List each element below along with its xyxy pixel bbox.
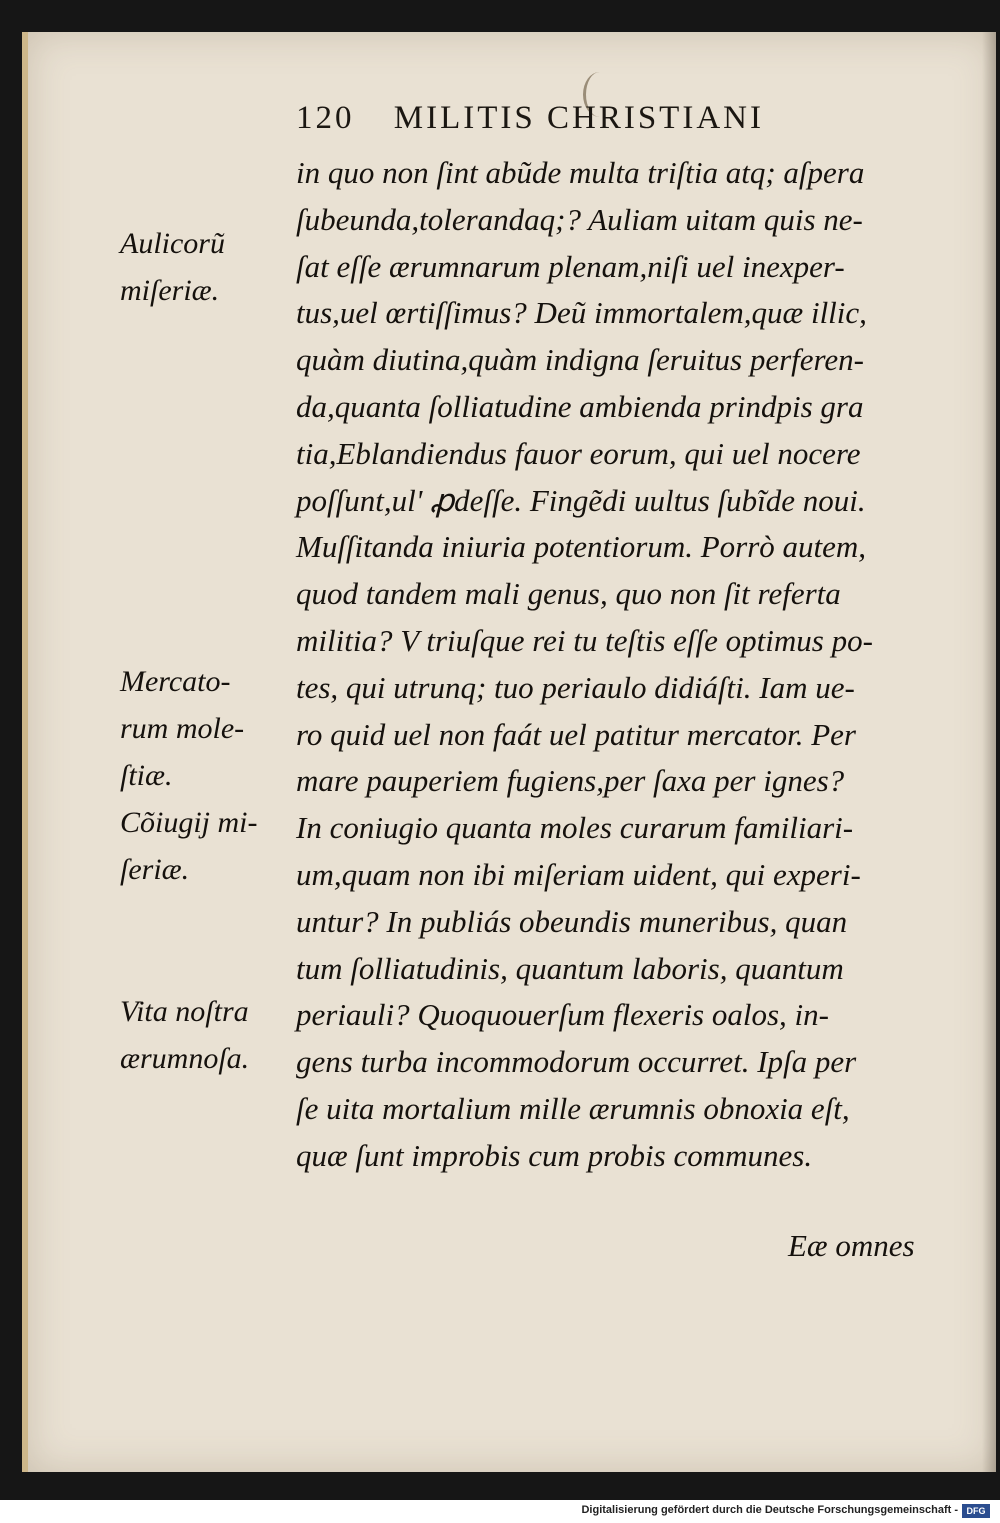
text-line: tum ſolliatudinis, quantum laboris, quantum xyxy=(296,950,844,986)
text-line: periauli? Quoquouerſum flexeris oalos, in- xyxy=(296,997,829,1033)
text-line: ſat eſſe ærumnarum plenam,niſi uel inexper- xyxy=(296,248,845,284)
text-line: ſubeunda,tolerandaq;? Auliam uitam quis ne- xyxy=(296,201,863,237)
page-header xyxy=(296,100,936,146)
text-line: da,quanta ſolliatudine ambienda prindpis gra xyxy=(296,388,864,424)
text-line: quàm diutina,quàm indigna ſeruitus perferen- xyxy=(296,342,865,378)
text-line: gens turba incommodorum occurret. Ipſa per xyxy=(296,1044,857,1080)
margin-note-line: ærumnoſa. xyxy=(120,1041,250,1075)
text-line: ro quid uel non faát uel patitur mercator. Per xyxy=(296,716,856,752)
page-number: 120 xyxy=(296,100,355,136)
margin-note-mercatorum xyxy=(120,659,290,799)
text-line: militia? V triuſque rei tu teſtis eſſe optimus po- xyxy=(296,622,873,658)
margin-note-line: Mercato- xyxy=(120,665,231,698)
text-line: tes, qui utrunq; tuo periaulo didiáſti. Iam ue- xyxy=(296,669,855,705)
text-line: um,quam non ibi miſeriam uident, qui experi- xyxy=(296,856,861,892)
margin-note-line: Vita noſtra xyxy=(120,995,249,1028)
margin-note-aulicorum xyxy=(120,221,290,315)
text-line: Muſſitanda iniuria potentiorum. Porrò autem, xyxy=(296,529,867,565)
text-line: tia,Eblandiendus fauor eorum, qui uel nocere xyxy=(296,435,861,471)
text-line: quæ ſunt improbis cum probis communes. xyxy=(296,1137,813,1173)
margin-note-line: rum mole- xyxy=(120,711,245,745)
text-line: tus,uel œrtiſſimus? Deũ immortalem,quæ illic, xyxy=(296,295,867,331)
margin-note-line: Cõiugij mi- xyxy=(120,806,258,839)
text-line: quod tandem mali genus, quo non ſit referta xyxy=(296,576,841,612)
text-line: ſe uita mortalium mille ærumnis obnoxia eſt, xyxy=(296,1090,850,1126)
margin-note-vita xyxy=(120,989,290,1083)
footer-bar xyxy=(0,1500,1000,1523)
dfg-logo: DFG xyxy=(962,1504,990,1518)
running-head: MILITIS CHRISTIANI xyxy=(393,100,764,136)
margin-note-coniugii xyxy=(120,800,290,894)
text-line: In coniugio quanta moles curarum familiari- xyxy=(296,810,854,846)
margin-note-line: Aulicorũ xyxy=(120,227,225,260)
text-line: poſſunt,ul' ꝓdeſſe. Fingẽdi uultus ſubĩde noui. xyxy=(296,482,866,518)
funding-credit: Digitalisierung gefördert durch die Deutsche Forschungsgemeinschaft - xyxy=(581,1504,958,1516)
body-text xyxy=(296,150,944,1180)
margin-note-line: ſeriæ. xyxy=(120,852,190,886)
catchword: Eæ omnes xyxy=(788,1228,915,1263)
page-edge-shadow xyxy=(982,32,996,1472)
margin-note-line: miſeriæ. xyxy=(120,273,220,307)
text-line: untur? In publiás obeundis muneribus, quan xyxy=(296,903,848,939)
margin-note-line: ſtiæ. xyxy=(120,758,173,792)
text-line: mare pauperiem fugiens,per ſaxa per ignes? xyxy=(296,763,845,799)
text-line: in quo non ſint abũde multa triſtia atq; aſpera xyxy=(296,155,865,190)
